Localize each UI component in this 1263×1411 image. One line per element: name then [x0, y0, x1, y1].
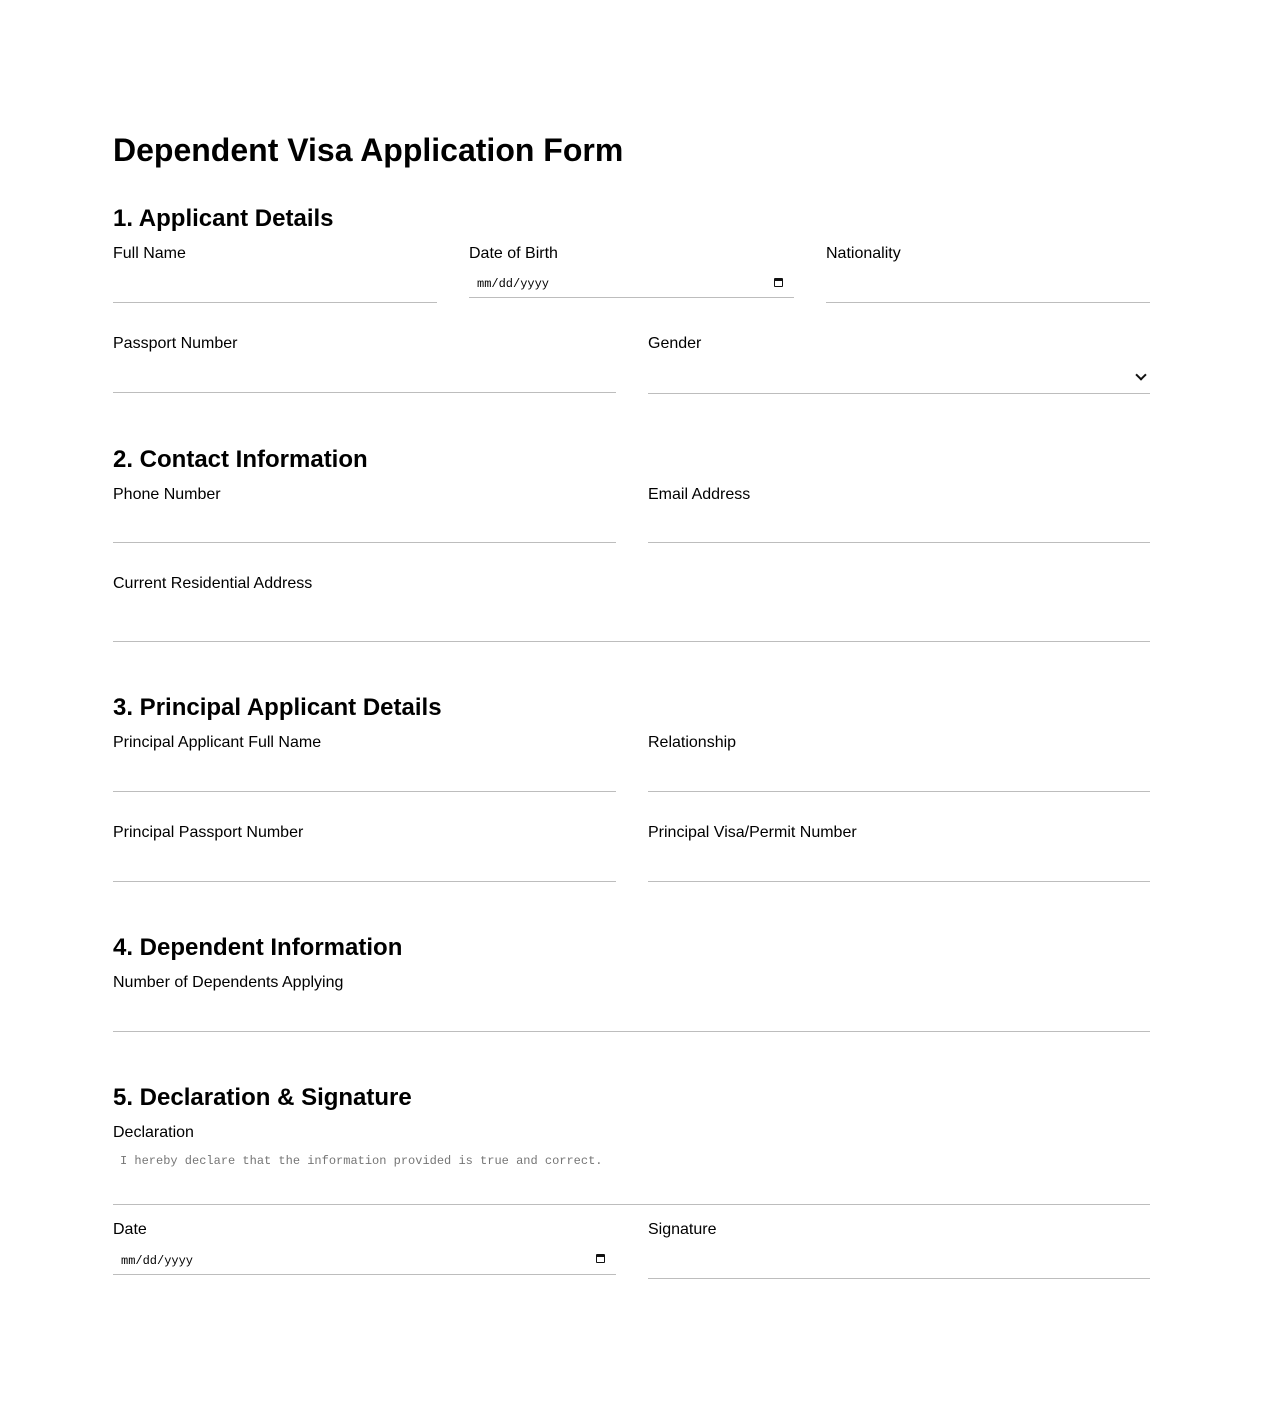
date-placeholder: mm/dd/yyyy: [121, 1254, 194, 1268]
principal-name-input[interactable]: [113, 757, 616, 792]
principal-visa-label: Principal Visa/Permit Number: [648, 824, 857, 841]
address-textarea[interactable]: [113, 598, 1150, 642]
section-heading-applicant-details: 1. Applicant Details: [113, 205, 334, 232]
principal-visa-input[interactable]: [648, 847, 1150, 882]
nationality-label: Nationality: [826, 245, 901, 262]
principal-passport-label: Principal Passport Number: [113, 824, 304, 841]
gender-select[interactable]: [648, 358, 1150, 394]
principal-passport-input[interactable]: [113, 847, 616, 882]
signature-input[interactable]: [648, 1244, 1150, 1279]
num-dependents-input[interactable]: [113, 997, 1150, 1032]
declaration-placeholder: I hereby declare that the information provided is true and correct.: [120, 1154, 603, 1168]
address-label: Current Residential Address: [113, 575, 313, 592]
chevron-down-icon: [1135, 369, 1146, 380]
phone-number-input[interactable]: [113, 508, 616, 543]
nationality-input[interactable]: [826, 268, 1150, 303]
date-label: Date: [113, 1221, 147, 1238]
principal-name-label: Principal Applicant Full Name: [113, 734, 322, 751]
section-heading-contact-information: 2. Contact Information: [113, 446, 368, 473]
section-heading-dependent-information: 4. Dependent Information: [113, 934, 403, 961]
calendar-icon[interactable]: [774, 278, 783, 287]
full-name-input[interactable]: [113, 268, 437, 303]
declaration-label: Declaration: [113, 1124, 194, 1141]
signature-label: Signature: [648, 1221, 717, 1238]
phone-number-label: Phone Number: [113, 486, 221, 503]
full-name-label: Full Name: [113, 245, 186, 262]
section-heading-declaration-signature: 5. Declaration & Signature: [113, 1084, 412, 1111]
num-dependents-label: Number of Dependents Applying: [113, 974, 344, 991]
email-address-label: Email Address: [648, 486, 751, 503]
date-of-birth-placeholder: mm/dd/yyyy: [477, 277, 550, 291]
email-address-input[interactable]: [648, 508, 1150, 543]
relationship-label: Relationship: [648, 734, 737, 751]
date-input[interactable]: [113, 1245, 616, 1275]
passport-number-input[interactable]: [113, 358, 616, 393]
date-of-birth-label: Date of Birth: [469, 245, 558, 262]
section-heading-principal-applicant: 3. Principal Applicant Details: [113, 694, 442, 721]
date-of-birth-input[interactable]: [469, 268, 794, 298]
page-title: Dependent Visa Application Form: [113, 132, 624, 168]
calendar-icon[interactable]: [596, 1254, 605, 1263]
declaration-textarea[interactable]: [113, 1147, 1150, 1205]
relationship-input[interactable]: [648, 757, 1150, 792]
passport-number-label: Passport Number: [113, 335, 238, 352]
gender-label: Gender: [648, 335, 702, 352]
